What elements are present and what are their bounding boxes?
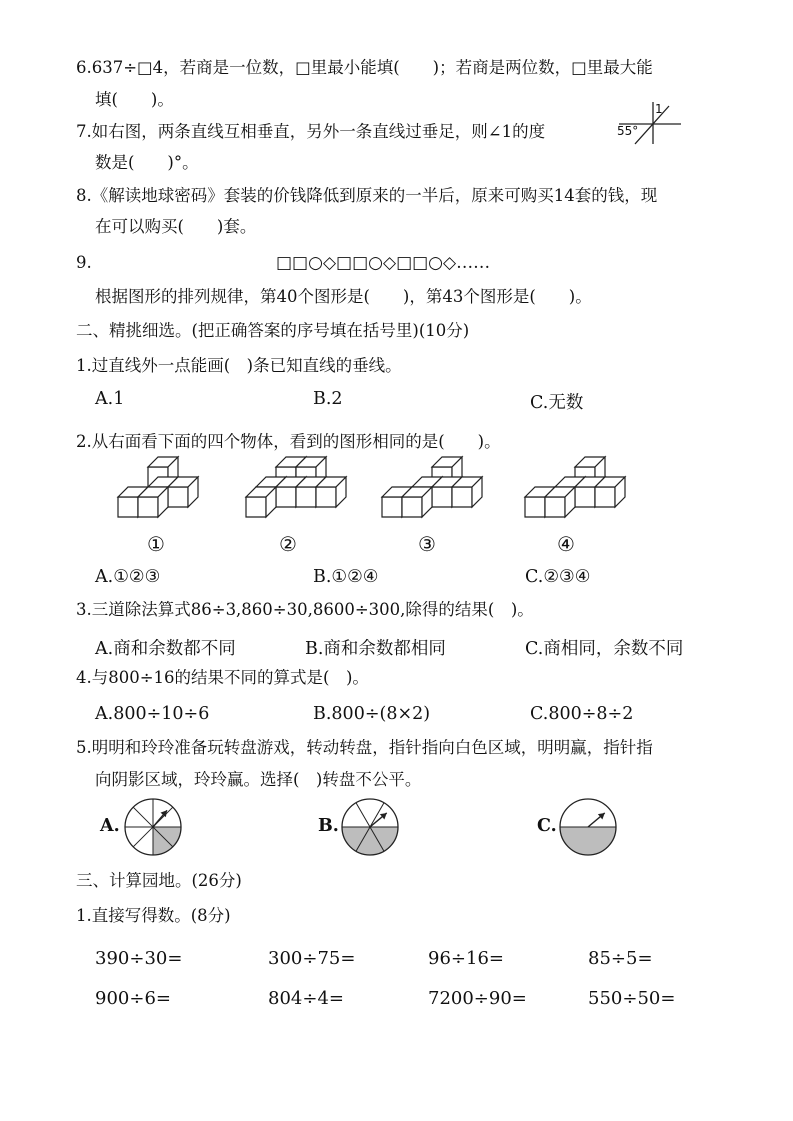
calc-item: 85÷5= — [588, 948, 653, 969]
s2-q3-option-b: B.商和余数都相同 — [305, 639, 446, 659]
s2-q5-line1: 5.明明和玲玲准备玩转盘游戏，转动转盘，指针指向白色区域，明明赢，指针指 — [76, 738, 653, 757]
s2-q3-option-a: A.商和余数都不同 — [95, 639, 236, 659]
s3-q1-stem: 1.直接写得数。(8分) — [76, 906, 231, 925]
section3-heading: 三、计算园地。(26分) — [76, 871, 242, 890]
calc-item: 96÷16= — [428, 948, 504, 969]
spinner-b-shaded-region — [342, 827, 398, 855]
q8-line1: 8.《解读地球密码》套装的价钱降低到原来的一半后，原来可购买14套的钱，现 — [76, 186, 658, 205]
calc-item: 300÷75= — [268, 948, 356, 969]
s2-q4-option-a: A.800÷10÷6 — [95, 704, 210, 724]
spinner-label-a: A. — [100, 816, 120, 836]
s2-q4-stem: 4.与800÷16的结果不同的算式是( )。 — [76, 668, 369, 687]
q7-line1: 7.如右图，两条直线互相垂直，另外一条直线过垂足，则∠1的度 — [76, 122, 546, 141]
calc-item: 390÷30= — [95, 948, 183, 969]
perpendicular-lines-figure — [615, 98, 685, 148]
s2-q1-stem: 1.过直线外一点能画( )条已知直线的垂线。 — [76, 356, 402, 375]
spinner-c-shaded-region — [560, 827, 616, 855]
s2-q3-stem: 3.三道除法算式86÷3,860÷30,8600÷300,除得的结果( )。 — [76, 600, 534, 619]
q7-angle-figure — [615, 98, 685, 148]
s2-q2-option-a: A.①②③ — [95, 567, 161, 587]
q9-shape-sequence: □□○◇□□○◇□□○◇…… — [276, 253, 491, 273]
s2-q1-option-c: C.无数 — [530, 393, 584, 413]
q9-number: 9. — [76, 253, 92, 272]
section2-heading: 二、精挑细选。(把正确答案的序号填在括号里)(10分) — [76, 321, 470, 340]
q7-angle-one-label: 1 — [655, 102, 663, 116]
calc-item: 804÷4= — [268, 988, 344, 1009]
q7-line2: 数是( )°。 — [95, 153, 199, 172]
q7-angle-label: 55° — [617, 124, 639, 138]
s2-q4-option-b: B.800÷(8×2) — [313, 704, 431, 724]
calc-item: 900÷6= — [95, 988, 171, 1009]
s2-q3-option-c: C.商相同，余数不同 — [525, 639, 684, 659]
s2-q1-option-a: A.1 — [95, 389, 125, 409]
q9-line2: 根据图形的排列规律，第40个图形是( )，第43个图形是( )。 — [95, 287, 592, 306]
s2-q2-option-c: C.②③④ — [525, 567, 591, 587]
s2-q5-line2: 向阴影区域，玲玲赢。选择( )转盘不公平。 — [95, 770, 422, 789]
s2-q1-option-b: B.2 — [313, 389, 343, 409]
calc-item: 550÷50= — [588, 988, 676, 1009]
s2-q4-option-c: C.800÷8÷2 — [530, 704, 634, 724]
cube-figures — [0, 455, 793, 535]
figure-label-1: ① — [147, 532, 165, 556]
spinner-figures — [0, 792, 793, 862]
q6-line1: 6.637÷□4，若商是一位数，□里最小能填( )；若商是两位数，□里最大能 — [76, 58, 653, 77]
spinner-label-b: B. — [318, 816, 339, 836]
figure-label-3: ③ — [418, 532, 436, 556]
figure-label-2: ② — [279, 532, 297, 556]
s2-q2-option-b: B.①②④ — [313, 567, 379, 587]
calc-item: 7200÷90= — [428, 988, 527, 1009]
spinner-label-c: C. — [537, 816, 557, 836]
q6-line2: 填( )。 — [95, 90, 174, 109]
cube-fig2-unit — [246, 487, 276, 517]
q8-line2: 在可以购买( )套。 — [95, 217, 257, 236]
s2-q2-stem: 2.从右面看下面的四个物体，看到的图形相同的是( )。 — [76, 432, 501, 451]
figure-label-4: ④ — [557, 532, 575, 556]
